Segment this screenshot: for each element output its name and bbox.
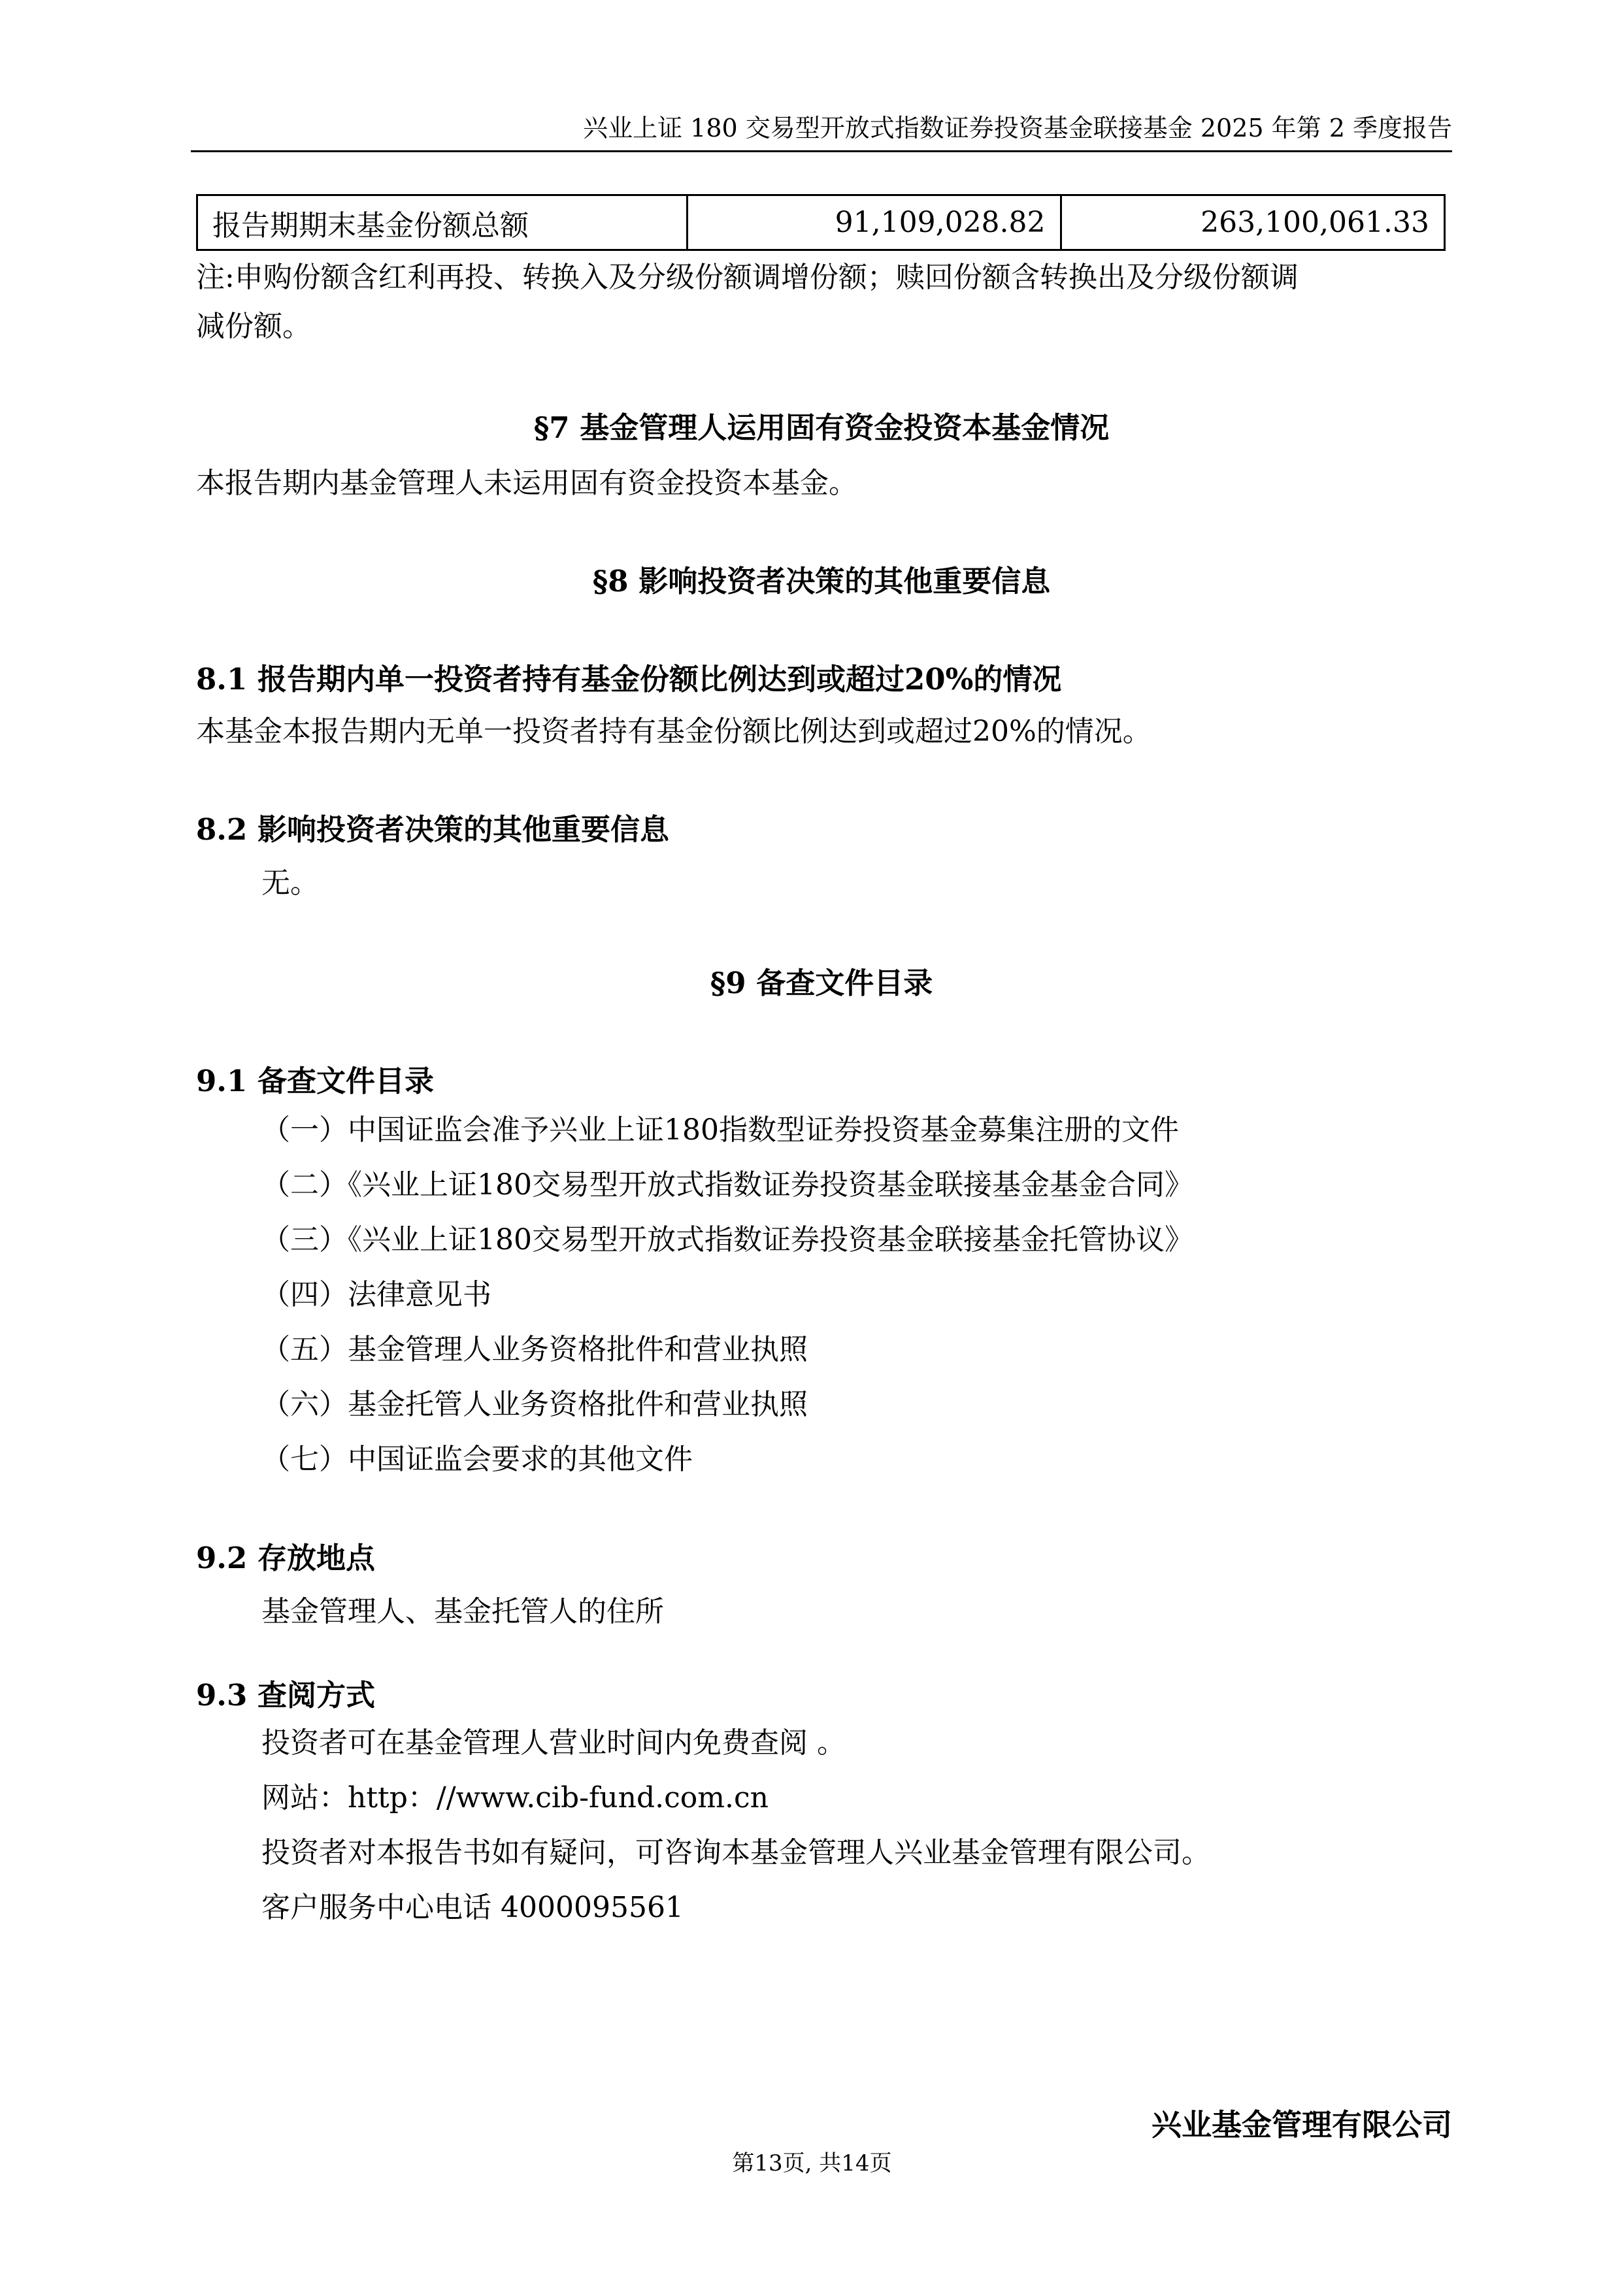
section-7-body: 本报告期内基金管理人未运用固有资金投资本基金。: [196, 467, 857, 500]
section-7-title: §7 基金管理人运用固有资金投资本基金情况: [533, 410, 1110, 445]
section-8-1-body: 本基金本报告期内无单一投资者持有基金份额比例达到或超过20%的情况。: [196, 715, 1152, 748]
section-8-title: §8 影响投资者决策的其他重要信息: [592, 564, 1051, 599]
list-item: （二）《兴业上证180交易型开放式指数证券投资基金联接基金基金合同》: [261, 1168, 1193, 1202]
list-item: （三）《兴业上证180交易型开放式指数证券投资基金联接基金托管协议》: [261, 1223, 1193, 1256]
table-row: [197, 195, 1445, 250]
page-number: 第13页, 共14页: [732, 2150, 892, 2176]
section-8-2-title: 8.2 影响投资者决策的其他重要信息: [196, 812, 669, 847]
share-total-table: [196, 194, 1446, 251]
company-signature: 兴业基金管理有限公司: [1152, 2107, 1452, 2142]
section-8-1-title: 8.1 报告期内单一投资者持有基金份额比例达到或超过20%的情况: [196, 662, 1062, 697]
section-9-3-title: 9.3 查阅方式: [196, 1678, 375, 1713]
doc-list: [261, 1103, 1193, 1487]
list-item: （一）中国证监会准予兴业上证180指数型证券投资基金募集注册的文件: [261, 1113, 1179, 1147]
list-item: （六）基金托管人业务资格批件和营业执照: [261, 1388, 808, 1421]
list-item: （四）法律意见书: [261, 1278, 491, 1311]
phone-line: 客户服务中心电话 4000095561: [261, 1891, 684, 1924]
section-9-2-body: 基金管理人、基金托管人的住所: [261, 1595, 664, 1628]
share-total-label: 报告期期末基金份额总额: [197, 195, 688, 250]
page-header-title: 兴业上证 180 交易型开放式指数证券投资基金联接基金 2025 年第 2 季度报告: [583, 114, 1452, 142]
list-item: 投资者对本报告书如有疑问，可咨询本基金管理人兴业基金管理有限公司。: [261, 1836, 1210, 1869]
list-item: （七）中国证监会要求的其他文件: [261, 1443, 693, 1476]
section-8-2-body: 无。: [261, 866, 319, 900]
list-item: （五）基金管理人业务资格批件和营业执照: [261, 1333, 808, 1366]
section-9-3-body: [261, 1716, 1210, 1935]
list-item: 投资者可在基金管理人营业时间内免费查阅 。: [261, 1726, 846, 1760]
section-9-1-title: 9.1 备查文件目录: [196, 1064, 434, 1098]
header-divider: [191, 150, 1452, 152]
note-line-1: 注:申购份额含红利再投、转换入及分级份额调增份额；赎回份额含转换出及分级份额调: [196, 261, 1299, 294]
website-line: 网站：http：//www.cib-fund.com.cn: [261, 1781, 769, 1814]
section-9-2-title: 9.2 存放地点: [196, 1541, 375, 1575]
note-line-2: 减份额。: [196, 310, 311, 343]
section-9-title: §9 备查文件目录: [710, 966, 933, 1000]
share-total-value-1: 91,109,028.82: [688, 195, 1061, 250]
share-total-value-2: 263,100,061.33: [1061, 195, 1444, 250]
